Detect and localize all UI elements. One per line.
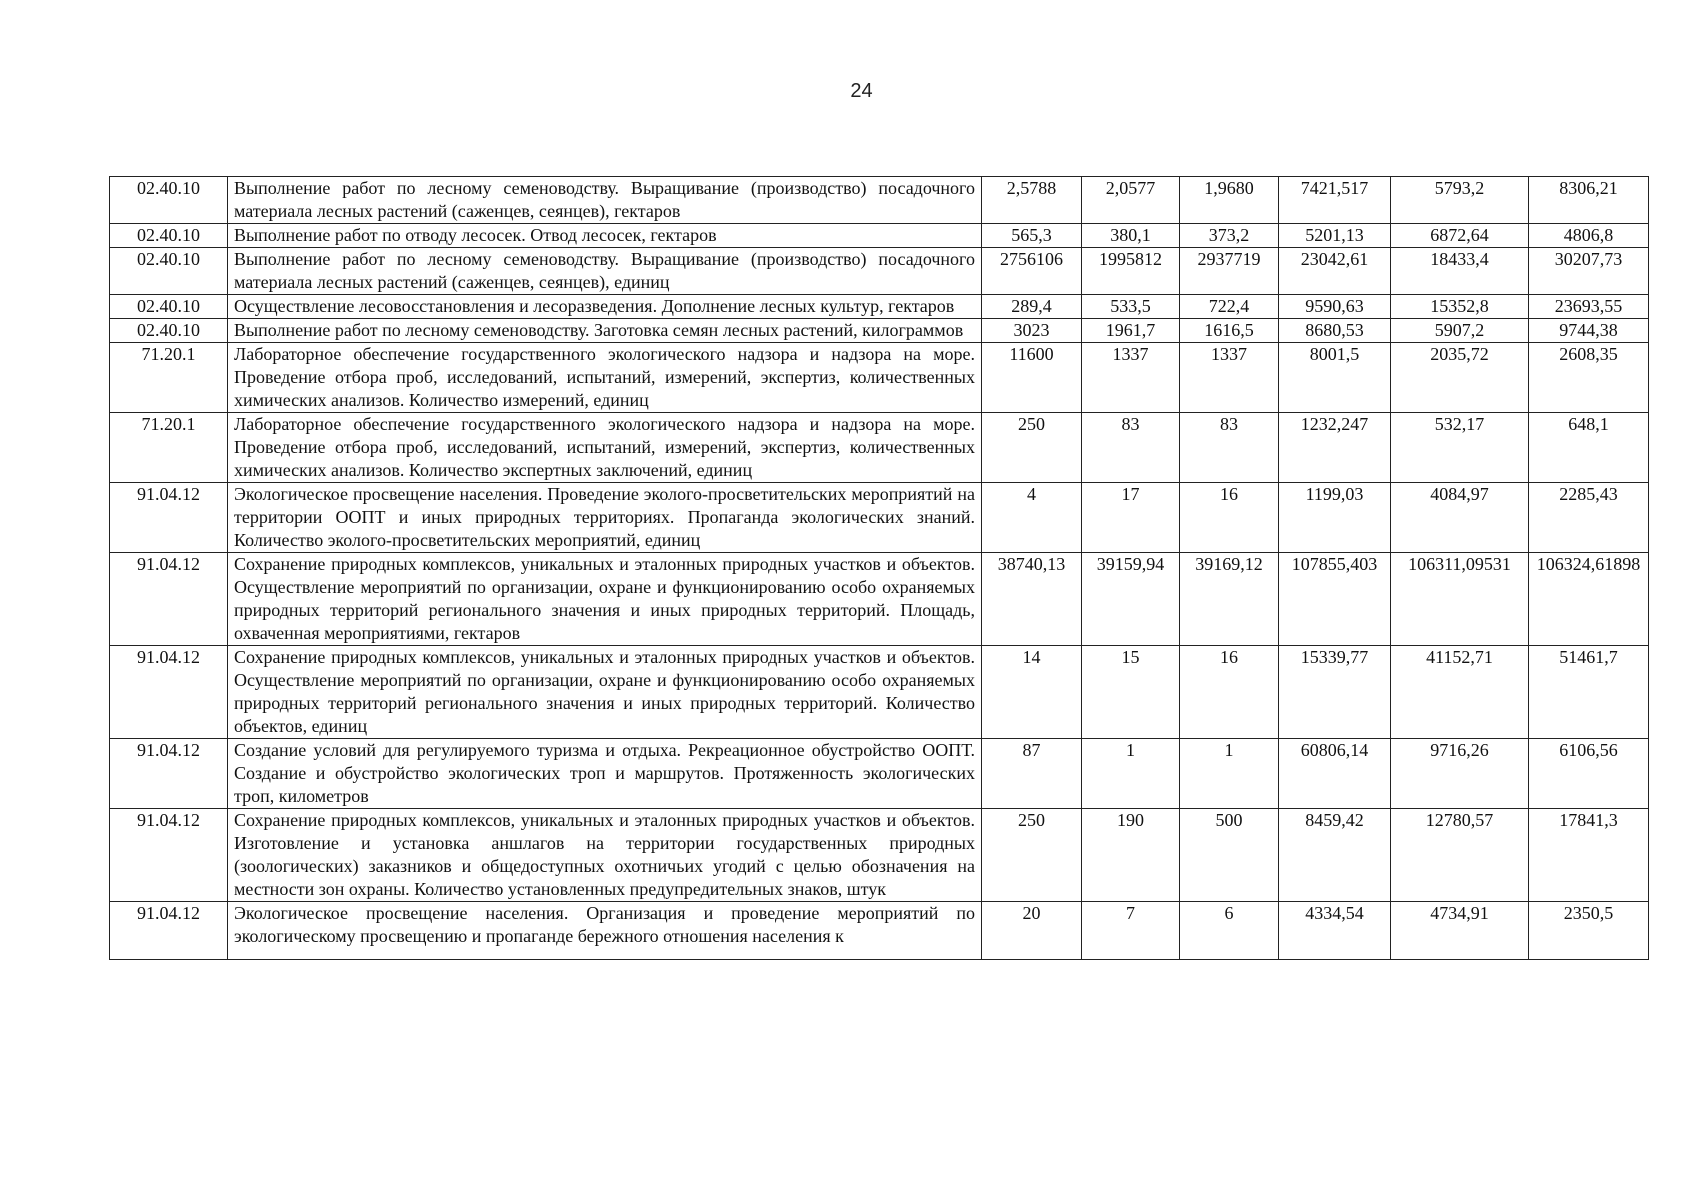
value-cell-6: 9744,38	[1529, 319, 1649, 343]
value-cell-3: 1,9680	[1180, 177, 1279, 224]
value-cell-2: 7	[1082, 902, 1180, 960]
value-cell-2: 380,1	[1082, 224, 1180, 248]
value-cell-4: 8001,5	[1279, 343, 1391, 413]
value-cell-4: 7421,517	[1279, 177, 1391, 224]
value-cell-6: 2608,35	[1529, 343, 1649, 413]
value-cell-2: 1961,7	[1082, 319, 1180, 343]
service-description-cell: Сохранение природных комплексов, уникальных и эталонных природных участков и объектов. Изготовление и установка аншлагов на территории государственных природных (зоологических) заказников и общедоступных охотничьих угодий с целью обозначения на местности зон охраны. Количество установленных предупредительных знаков, штук	[228, 809, 982, 902]
value-cell-3: 1616,5	[1180, 319, 1279, 343]
value-cell-4: 23042,61	[1279, 248, 1391, 295]
value-cell-3: 2937719	[1180, 248, 1279, 295]
value-cell-1: 2,5788	[982, 177, 1082, 224]
activity-code-cell: 91.04.12	[110, 646, 228, 739]
activity-code-cell: 71.20.1	[110, 343, 228, 413]
service-description-cell: Создание условий для регулируемого туризма и отдыха. Рекреационное обустройство ООПТ. Создание и обустройство экологических троп и маршрутов. Протяженность экологических троп, километров	[228, 739, 982, 809]
table-row	[110, 248, 1649, 295]
value-cell-3: 16	[1180, 646, 1279, 739]
activity-code-cell: 02.40.10	[110, 295, 228, 319]
service-description-cell: Экологическое просвещение населения. Проведение эколого-просветительских мероприятий на территории ООПТ и иных природных территориях. Пропаганда экологических знаний. Количество эколого-просветительских мероприятий, единиц	[228, 483, 982, 553]
table-row	[110, 646, 1649, 739]
value-cell-6: 2285,43	[1529, 483, 1649, 553]
service-description-cell: Выполнение работ по лесному семеноводству. Выращивание (производство) посадочного материала лесных растений (саженцев, сеянцев), единиц	[228, 248, 982, 295]
service-description-cell: Сохранение природных комплексов, уникальных и эталонных природных участков и объектов. Осуществление мероприятий по организации, охране и функционированию особо охраняемых природных территорий регионального значения и иных природных территорий. Площадь, охваченная мероприятиями, гектаров	[228, 553, 982, 646]
table-row	[110, 809, 1649, 902]
service-description-cell: Выполнение работ по отводу лесосек. Отвод лесосек, гектаров	[228, 224, 982, 248]
value-cell-6: 30207,73	[1529, 248, 1649, 295]
value-cell-4: 8680,53	[1279, 319, 1391, 343]
value-cell-2: 1995812	[1082, 248, 1180, 295]
value-cell-1: 289,4	[982, 295, 1082, 319]
value-cell-3: 16	[1180, 483, 1279, 553]
value-cell-5: 106311,09531	[1391, 553, 1529, 646]
service-description-cell: Лабораторное обеспечение государственного экологического надзора и надзора на море. Проведение отбора проб, исследований, испытаний, измерений, экспертиз, количественных химических анализов. Количество экспертных заключений, единиц	[228, 413, 982, 483]
value-cell-5: 532,17	[1391, 413, 1529, 483]
value-cell-2: 83	[1082, 413, 1180, 483]
value-cell-1: 250	[982, 413, 1082, 483]
value-cell-5: 4084,97	[1391, 483, 1529, 553]
activity-code-cell: 71.20.1	[110, 413, 228, 483]
value-cell-5: 5793,2	[1391, 177, 1529, 224]
value-cell-5: 18433,4	[1391, 248, 1529, 295]
value-cell-2: 15	[1082, 646, 1180, 739]
value-cell-2: 17	[1082, 483, 1180, 553]
value-cell-1: 11600	[982, 343, 1082, 413]
value-cell-6: 17841,3	[1529, 809, 1649, 902]
table-row	[110, 739, 1649, 809]
value-cell-1: 14	[982, 646, 1082, 739]
table-row	[110, 413, 1649, 483]
value-cell-2: 1	[1082, 739, 1180, 809]
value-cell-5: 41152,71	[1391, 646, 1529, 739]
value-cell-5: 4734,91	[1391, 902, 1529, 960]
service-description-cell: Сохранение природных комплексов, уникальных и эталонных природных участков и объектов. Осуществление мероприятий по организации, охране и функционированию особо охраняемых природных территорий регионального значения и иных природных территорий. Количество объектов, единиц	[228, 646, 982, 739]
service-description-cell: Осуществление лесовосстановления и лесоразведения. Дополнение лесных культур, гектаров	[228, 295, 982, 319]
value-cell-1: 87	[982, 739, 1082, 809]
activity-code-cell: 91.04.12	[110, 902, 228, 960]
value-cell-1: 3023	[982, 319, 1082, 343]
table-row	[110, 483, 1649, 553]
value-cell-3: 39169,12	[1180, 553, 1279, 646]
activity-code-cell: 91.04.12	[110, 553, 228, 646]
value-cell-5: 5907,2	[1391, 319, 1529, 343]
service-description-cell: Лабораторное обеспечение государственного экологического надзора и надзора на море. Проведение отбора проб, исследований, испытаний, измерений, экспертиз, количественных химических анализов. Количество измерений, единиц	[228, 343, 982, 413]
table-row	[110, 177, 1649, 224]
value-cell-2: 1337	[1082, 343, 1180, 413]
activity-code-cell: 91.04.12	[110, 483, 228, 553]
value-cell-5: 12780,57	[1391, 809, 1529, 902]
services-table	[109, 176, 1649, 960]
value-cell-1: 2756106	[982, 248, 1082, 295]
value-cell-4: 9590,63	[1279, 295, 1391, 319]
table-row	[110, 319, 1649, 343]
value-cell-1: 20	[982, 902, 1082, 960]
value-cell-6: 23693,55	[1529, 295, 1649, 319]
table-row	[110, 902, 1649, 960]
service-description-cell: Экологическое просвещение населения. Организация и проведение мероприятий по экологическому просвещению и пропаганде бережного отношения населения к	[228, 902, 982, 960]
value-cell-6: 51461,7	[1529, 646, 1649, 739]
value-cell-3: 6	[1180, 902, 1279, 960]
table-row	[110, 295, 1649, 319]
value-cell-6: 8306,21	[1529, 177, 1649, 224]
activity-code-cell: 02.40.10	[110, 177, 228, 224]
value-cell-5: 2035,72	[1391, 343, 1529, 413]
value-cell-1: 250	[982, 809, 1082, 902]
value-cell-4: 15339,77	[1279, 646, 1391, 739]
value-cell-2: 39159,94	[1082, 553, 1180, 646]
value-cell-3: 83	[1180, 413, 1279, 483]
service-description-cell: Выполнение работ по лесному семеноводству. Выращивание (производство) посадочного материала лесных растений (саженцев, сеянцев), гектаров	[228, 177, 982, 224]
value-cell-4: 1199,03	[1279, 483, 1391, 553]
activity-code-cell: 91.04.12	[110, 739, 228, 809]
value-cell-5: 15352,8	[1391, 295, 1529, 319]
value-cell-6: 648,1	[1529, 413, 1649, 483]
activity-code-cell: 91.04.12	[110, 809, 228, 902]
value-cell-2: 2,0577	[1082, 177, 1180, 224]
value-cell-4: 5201,13	[1279, 224, 1391, 248]
value-cell-4: 107855,403	[1279, 553, 1391, 646]
value-cell-6: 4806,8	[1529, 224, 1649, 248]
value-cell-5: 6872,64	[1391, 224, 1529, 248]
service-description-cell: Выполнение работ по лесному семеноводству. Заготовка семян лесных растений, килограммов	[228, 319, 982, 343]
value-cell-2: 190	[1082, 809, 1180, 902]
value-cell-3: 722,4	[1180, 295, 1279, 319]
activity-code-cell: 02.40.10	[110, 224, 228, 248]
value-cell-6: 106324,61898	[1529, 553, 1649, 646]
value-cell-2: 533,5	[1082, 295, 1180, 319]
value-cell-4: 8459,42	[1279, 809, 1391, 902]
value-cell-1: 565,3	[982, 224, 1082, 248]
value-cell-4: 4334,54	[1279, 902, 1391, 960]
value-cell-4: 60806,14	[1279, 739, 1391, 809]
value-cell-3: 1337	[1180, 343, 1279, 413]
value-cell-5: 9716,26	[1391, 739, 1529, 809]
table-row	[110, 224, 1649, 248]
table-row	[110, 553, 1649, 646]
value-cell-6: 2350,5	[1529, 902, 1649, 960]
value-cell-6: 6106,56	[1529, 739, 1649, 809]
table-row	[110, 343, 1649, 413]
value-cell-1: 4	[982, 483, 1082, 553]
value-cell-1: 38740,13	[982, 553, 1082, 646]
value-cell-3: 1	[1180, 739, 1279, 809]
page-number: 24	[850, 80, 873, 102]
value-cell-4: 1232,247	[1279, 413, 1391, 483]
value-cell-3: 500	[1180, 809, 1279, 902]
activity-code-cell: 02.40.10	[110, 319, 228, 343]
value-cell-3: 373,2	[1180, 224, 1279, 248]
activity-code-cell: 02.40.10	[110, 248, 228, 295]
